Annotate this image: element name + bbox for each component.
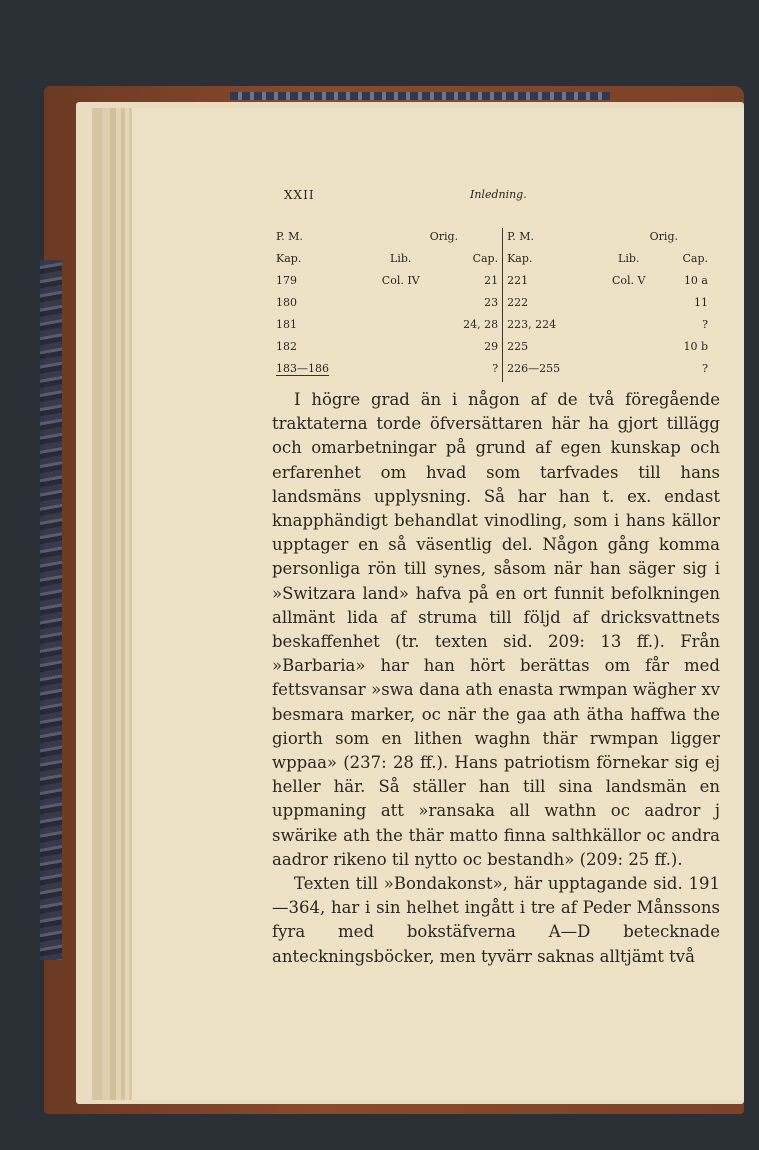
table-cell bbox=[597, 316, 661, 338]
table-cell: 221 bbox=[503, 272, 597, 294]
paragraph: Texten till »Bondakonst», här upptagande sid. 191—364, har i sin helhet ingått i tre af Peder Månssons fyra med bokstäfverna A—D betecknade anteckningsböcker, men tyvärr saknas alltjämt två bbox=[272, 874, 720, 966]
table-row bbox=[272, 360, 712, 382]
group-right-label: Orig. bbox=[429, 230, 459, 243]
table-cell: 226—255 bbox=[503, 360, 597, 382]
table-cell: ? bbox=[702, 318, 708, 331]
subhead: Kap. bbox=[276, 252, 302, 265]
table-cell: 225 bbox=[503, 338, 597, 360]
table-cell: ? bbox=[492, 362, 499, 375]
paragraph: I högre grad än i någon af de två föregående traktaterna torde öfversättaren här ha gjort tillägg och omarbetningar på grund af egen kunskap och erfarenhet om hvad som tarfvades till hans landsmäns upplysning. Så har han t. ex. endast knapphändigt behandlat vinodling, som i hans källor upptager en så väsentlig del. Någon gång komma personliga rön till synes, såsom när han säger sig i »Switzara land» hafva på en ort funnit befolkningen allmänt lida af struma till följd af dricksvattnets beskaffenhet (tr. texten sid. 209: 13 ff.). Från »Barbaria» har han hört berättas om får med fettsvansar »swa dana ath enasta rwmpan wägher xv besmara marker, oc när the gaa ath ätha haffwa the giorth som en lithen waghn thär rwmpan ligger wppaa» (237: 28 ff.). Hans patriotism förnekar sig ej heller här. Så ställer han till sina landsmän en uppmaning att »ransaka all wathn oc aadror j swärike ath the thär matto finna salthkällor oc andra aadror rikeno til nytto oc bestandh» (209: 25 ff.). bbox=[272, 390, 720, 869]
table-cell: Col. IV bbox=[381, 274, 420, 287]
table-cell: 10 b bbox=[683, 340, 708, 353]
table-cell: 11 bbox=[694, 296, 708, 309]
table-cell: 182 bbox=[276, 340, 297, 353]
group-right-label: Orig. bbox=[649, 230, 678, 243]
table-group-header bbox=[272, 228, 712, 250]
table-cell bbox=[366, 338, 436, 360]
table-cell: Col. V bbox=[611, 274, 646, 287]
table-cell bbox=[366, 316, 436, 338]
subhead: Kap. bbox=[503, 250, 597, 272]
table-cell: 180 bbox=[276, 296, 297, 309]
table-cell: 222 bbox=[503, 294, 597, 316]
table-cell: 21 bbox=[484, 274, 499, 287]
subhead: Lib. bbox=[618, 252, 640, 265]
marbled-spine bbox=[40, 260, 62, 960]
table-cell: 179 bbox=[276, 274, 297, 287]
table-row bbox=[272, 294, 712, 316]
table-cell: 24, 28 bbox=[463, 318, 499, 331]
table-cell: 181 bbox=[276, 318, 297, 331]
table-row bbox=[272, 272, 712, 294]
table-cell bbox=[597, 338, 661, 360]
table-cell bbox=[597, 294, 661, 316]
group-left-label: P. M. bbox=[276, 230, 303, 243]
table-row bbox=[272, 338, 712, 360]
table-cell: 29 bbox=[484, 340, 499, 353]
group-left-label: P. M. bbox=[503, 228, 597, 250]
page-number: XXII bbox=[284, 188, 315, 202]
table-cell bbox=[366, 294, 436, 316]
running-title: Inledning. bbox=[470, 188, 527, 201]
table-cell: 223, 224 bbox=[503, 316, 597, 338]
table-subheader bbox=[272, 250, 712, 272]
table-cell: 183—186 bbox=[276, 362, 329, 375]
running-head bbox=[284, 188, 704, 208]
concordance-table bbox=[272, 228, 712, 382]
subhead: Cap. bbox=[472, 252, 499, 265]
subhead: Lib. bbox=[390, 252, 412, 265]
body-text bbox=[272, 388, 720, 969]
table-cell: 10 a bbox=[683, 274, 708, 287]
table-cell bbox=[597, 360, 661, 382]
marbled-edge-top bbox=[230, 92, 610, 100]
table-row bbox=[272, 316, 712, 338]
subhead: Cap. bbox=[682, 252, 708, 265]
table-cell bbox=[366, 360, 436, 382]
table-cell: ? bbox=[702, 362, 708, 375]
table-cell: 23 bbox=[484, 296, 499, 309]
